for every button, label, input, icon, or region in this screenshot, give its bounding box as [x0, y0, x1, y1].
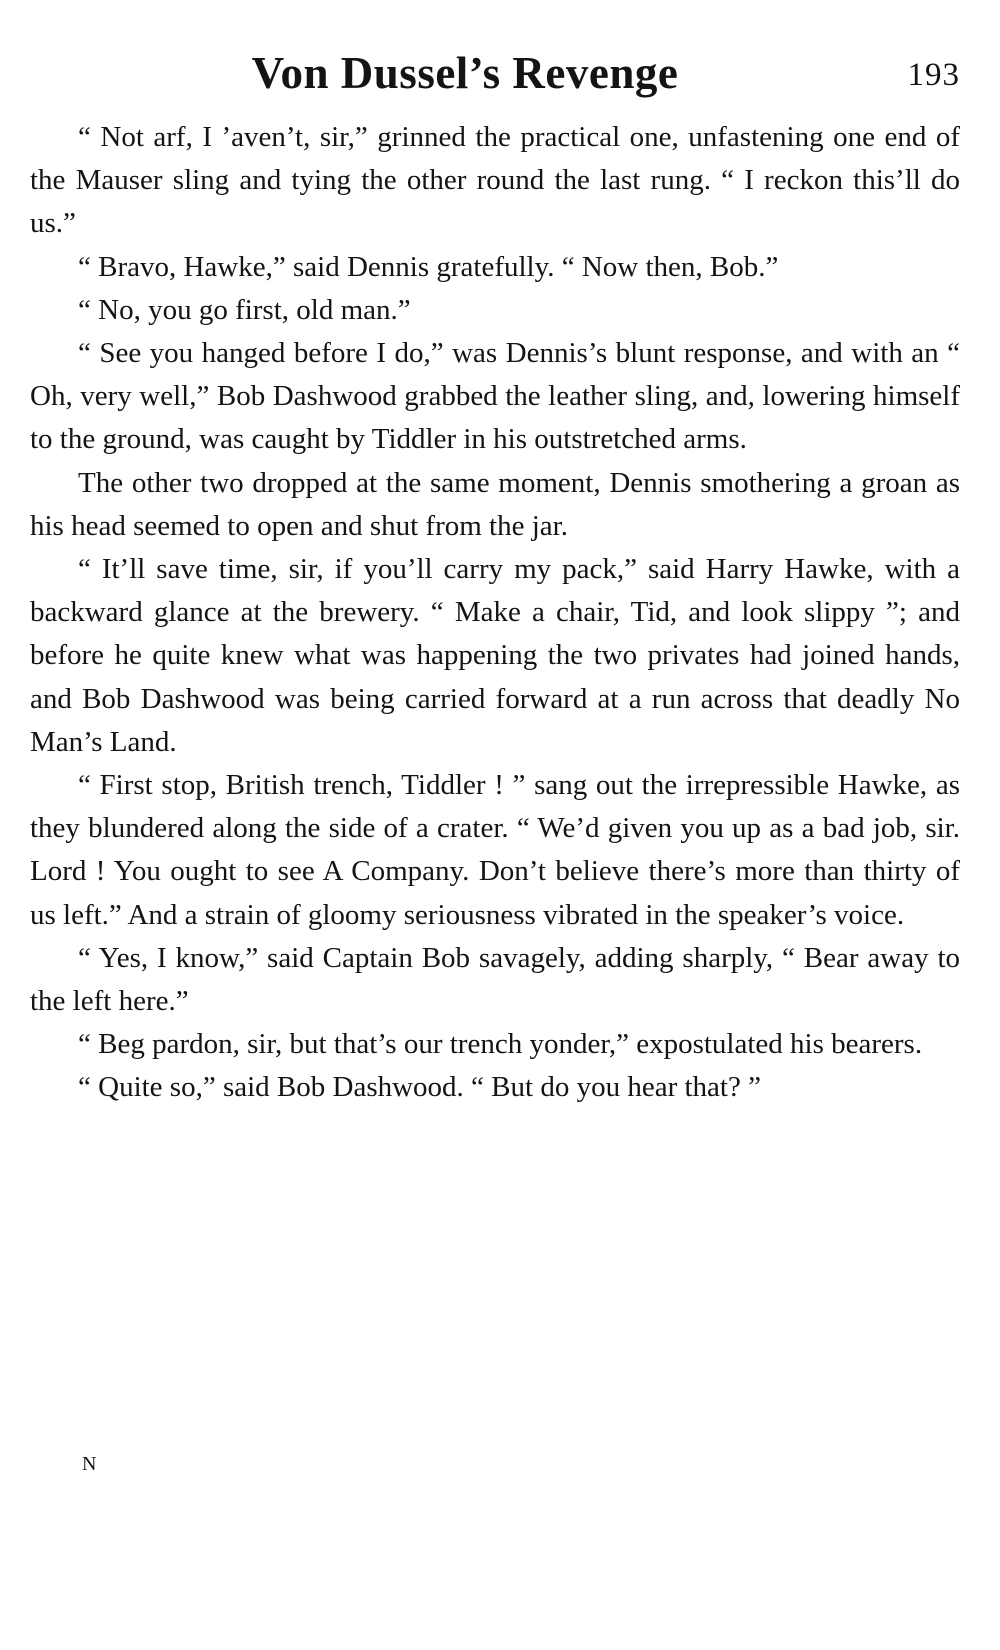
paragraph: “ First stop, British trench, Tiddler ! ” sang out the irrepressible Hawke, as they blundered along the side of a crater. “ We’d given you up as a bad job, sir. Lord ! You ought to see A Company. Don’t believe there’s more than thirty of us left.” And a strain of gloomy seriousness vibrated in the speaker’s voice.	[30, 769, 960, 931]
page-number: 193	[907, 57, 960, 93]
running-head	[30, 42, 960, 112]
chapter-title: Von Dussel’s Revenge	[251, 48, 679, 98]
paragraph: The other two dropped at the same moment, Dennis smothering a groan as his head seemed to open and shut from the jar.	[30, 466, 960, 542]
paragraph: “ Yes, I know,” said Captain Bob savagely, adding sharply, “ Bear away to the left here.”	[30, 941, 960, 1018]
paragraph: “ Bravo, Hawke,” said Dennis gratefully. “ Now then, Bob.”	[78, 250, 779, 283]
paragraph: “ It’ll save time, sir, if you’ll carry my pack,” said Harry Hawke, with a backward glance at the brewery. “ Make a chair, Tid, and look slippy ”; and before he quite knew what was happening the two privates had joined hands, and Bob Dashwood was being carried forward at a run across that deadly No Man’s Land.	[30, 553, 960, 758]
paragraph: “ No, you go first, old man.”	[78, 293, 411, 326]
paragraph: “ Beg pardon, sir, but that’s our trench yonder,” expostulated his bearers.	[78, 1028, 923, 1061]
paragraph: “ Quite so,” said Bob Dashwood. “ But do you hear that? ”	[78, 1071, 761, 1104]
body-text	[30, 116, 960, 1110]
signature-mark: N	[82, 1453, 97, 1475]
paragraph: “ See you hanged before I do,” was Dennis’s blunt response, and with an “ Oh, very well,” Bob Dashwood grabbed the leather sling, and, lowering himself to the ground, was caught by Tiddler in his outstretched arms.	[30, 337, 960, 456]
paragraph: “ Not arf, I ’aven’t, sir,” grinned the practical one, unfastening one end of the Mauser sling and tying the other round the last rung. “ I reckon this’ll do us.”	[30, 121, 960, 240]
